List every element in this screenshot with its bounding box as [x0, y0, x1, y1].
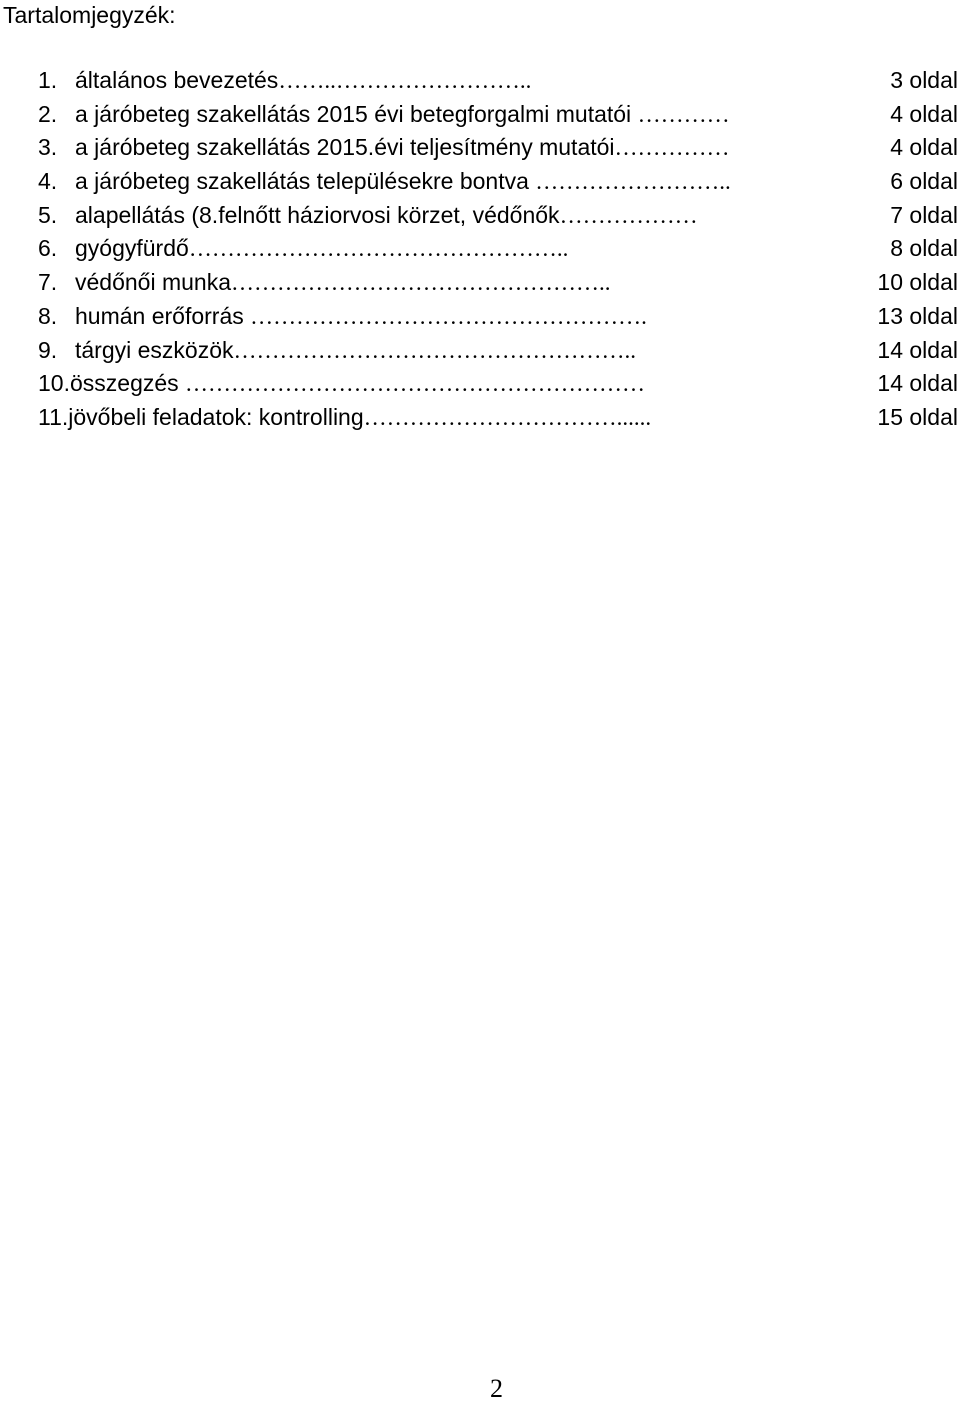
toc-entry-number: 11. [38, 403, 69, 430]
toc-entry-3[interactable] [38, 131, 958, 165]
toc-entry-title: összegzés [69, 370, 179, 397]
toc-entry-number: 5. [38, 201, 58, 228]
toc-entry-leader: ……..…………………….. [278, 68, 532, 93]
toc-entry-leader: ………………………………………….. [231, 270, 611, 296]
toc-entry-title: gyógyfürdő [75, 235, 189, 262]
toc-entry-title: a járóbeteg szakellátás 2015 évi betegforgalmi mutatói [75, 100, 632, 127]
toc-entry-leader: ……………………………………………. [250, 303, 647, 329]
toc-entry-title: humán erőforrás [75, 302, 244, 329]
toc-entry-page: 14 oldal [877, 370, 958, 397]
table-of-contents [38, 64, 958, 435]
toc-entry-1[interactable] [38, 64, 958, 98]
toc-entry-number: 3. [38, 134, 58, 161]
toc-entry-leader: …………………………………………………… [185, 371, 646, 397]
toc-entry-page: 8 oldal [890, 235, 958, 262]
toc-entry-11[interactable] [38, 401, 958, 435]
toc-entry-title: tárgyi eszközök [75, 336, 234, 363]
page-title: Tartalomjegyzék: [3, 2, 176, 28]
toc-entry-page: 15 oldal [877, 403, 958, 430]
toc-entry-9[interactable] [38, 334, 958, 368]
toc-entry-number: 9. [38, 336, 58, 363]
toc-entry-title: védőnői munka [75, 269, 231, 296]
toc-entry-number: 8. [38, 302, 58, 329]
toc-entry-7[interactable] [38, 266, 958, 300]
page-number: 2 [490, 1374, 503, 1403]
toc-entry-page: 3 oldal [890, 67, 958, 93]
toc-entry-page: 7 oldal [890, 201, 958, 228]
toc-entry-page: 10 oldal [877, 269, 958, 296]
toc-entry-8[interactable] [38, 300, 958, 334]
toc-entry-2[interactable] [38, 98, 958, 132]
toc-entry-page: 13 oldal [877, 302, 958, 329]
toc-entry-5[interactable] [38, 199, 958, 233]
toc-entry-number: 4. [38, 168, 58, 195]
toc-entry-title: jövőbeli feladatok: kontrolling [68, 403, 364, 430]
toc-entry-page: 4 oldal [890, 134, 958, 161]
toc-entry-page: 14 oldal [877, 336, 958, 363]
toc-entry-title: a járóbeteg szakellátás településekre bontva [75, 168, 529, 195]
toc-entry-number: 1. [38, 67, 58, 93]
toc-entry-number: 7. [38, 269, 58, 296]
toc-entry-leader: ………………………………………….. [188, 236, 569, 262]
toc-entry-leader: …………………………………………….. [233, 337, 637, 363]
toc-entry-number: 2. [38, 100, 58, 127]
toc-entry-leader: ………… [637, 101, 730, 127]
toc-entry-10[interactable] [38, 367, 958, 401]
toc-entry-number: 6. [38, 235, 58, 262]
toc-entry-leader: …………………….. [535, 169, 731, 195]
toc-entry-leader: ……………… [559, 202, 698, 228]
toc-entry-page: 6 oldal [890, 168, 958, 195]
toc-entry-title: általános bevezetés [75, 67, 279, 93]
toc-entry-6[interactable] [38, 232, 958, 266]
toc-entry-title: a járóbeteg szakellátás 2015.évi teljesítmény mutatói [75, 134, 615, 161]
toc-entry-leader: ……………………………...... [363, 404, 652, 430]
toc-entry-4[interactable] [38, 165, 958, 199]
toc-entry-page: 4 oldal [890, 100, 958, 127]
toc-entry-title: alapellátás (8.felnőtt háziorvosi körzet, védőnők [75, 201, 560, 228]
toc-entry-number: 10. [38, 370, 70, 397]
toc-entry-leader: …………… [614, 135, 730, 161]
